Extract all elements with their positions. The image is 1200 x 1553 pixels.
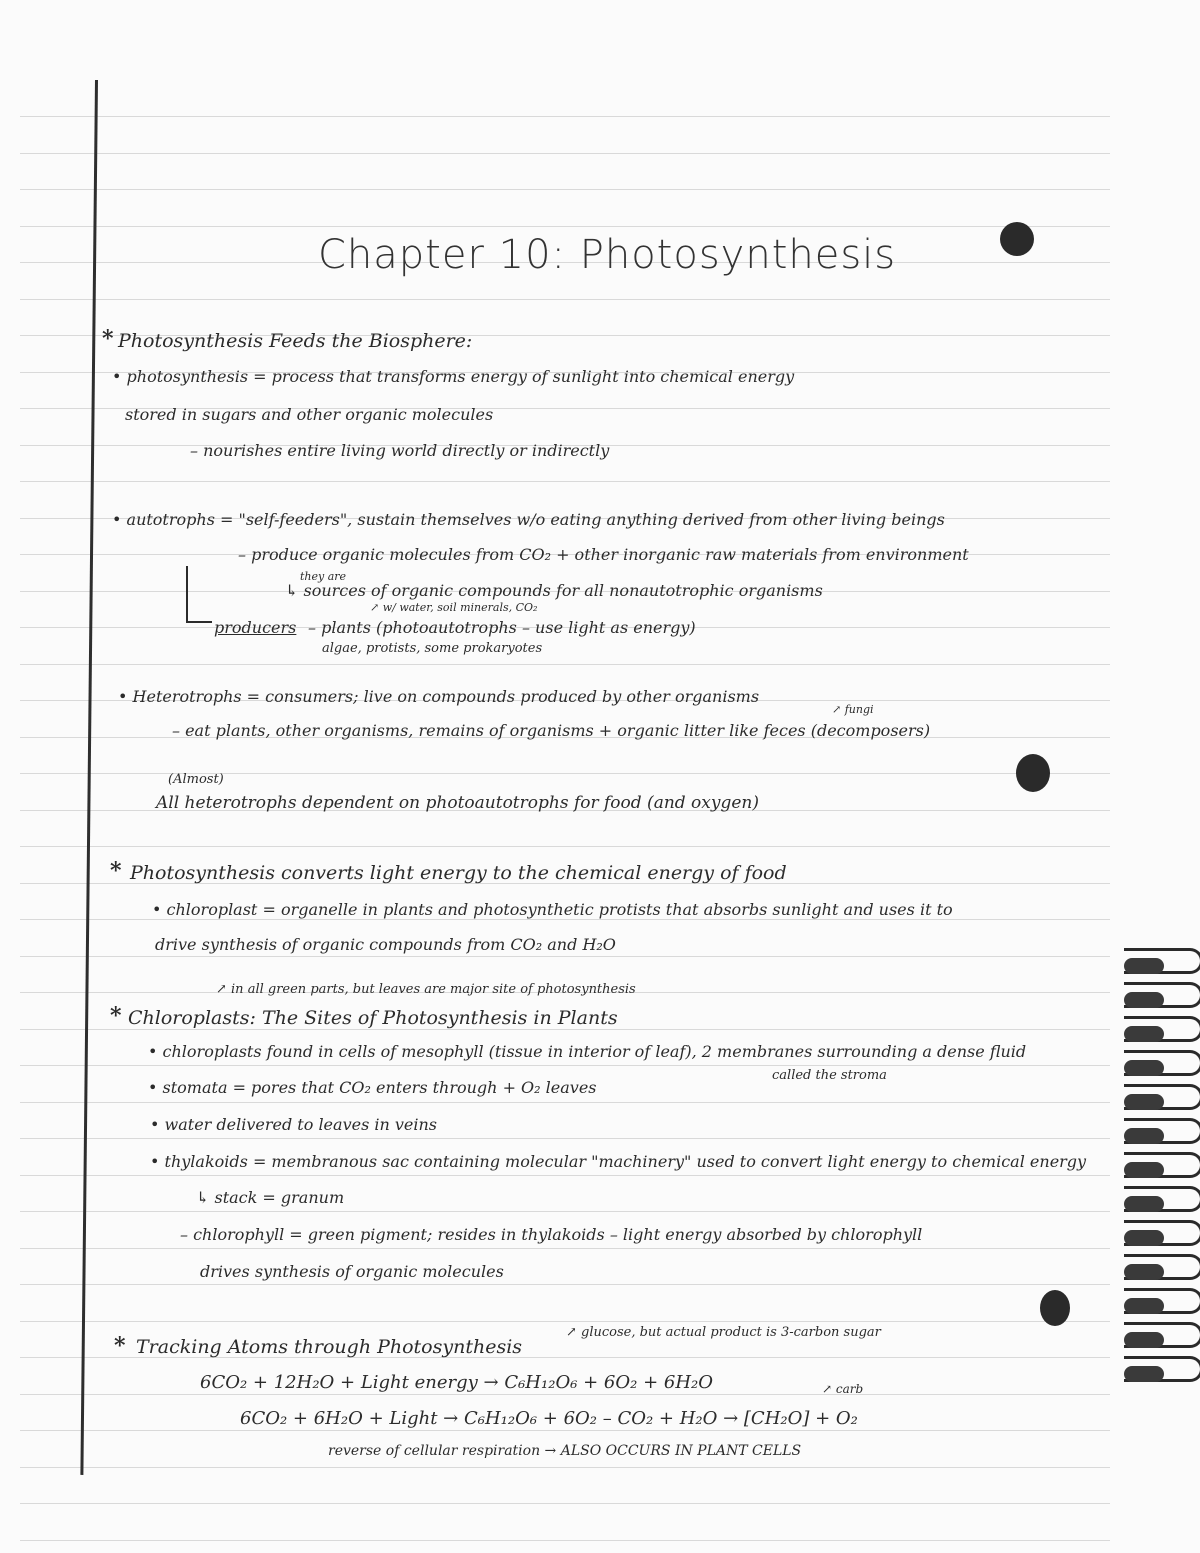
ruled-line bbox=[20, 664, 1110, 665]
spiral-coil-shadow bbox=[1124, 958, 1164, 974]
note-line: • water delivered to leaves in veins bbox=[150, 1115, 438, 1134]
equation: 6CO₂ + 6H₂O + Light → C₆H₁₂O₆ + 6O₂ – CO₂ + H₂O → [CH₂O] + O₂ bbox=[240, 1408, 858, 1429]
note-line: • stomata = pores that CO₂ enters through + O₂ leaves bbox=[148, 1078, 597, 1097]
page-title: Chapter 10: Photosynthesis bbox=[318, 232, 897, 278]
punch-hole bbox=[1040, 1290, 1070, 1326]
section-heading: Tracking Atoms through Photosynthesis bbox=[136, 1336, 523, 1358]
section-heading: Photosynthesis converts light energy to the chemical energy of food bbox=[130, 862, 787, 884]
section-heading: Photosynthesis Feeds the Biosphere: bbox=[118, 330, 473, 352]
annotation: (Almost) bbox=[168, 772, 224, 787]
note-line: • thylakoids = membranous sac containing molecular "machinery" used to convert light energy to chemical energy bbox=[150, 1152, 1087, 1171]
spiral-coil-shadow bbox=[1124, 1332, 1164, 1348]
annotation: ↗ w/ water, soil minerals, CO₂ bbox=[370, 601, 538, 614]
note-line: – eat plants, other organisms, remains of organisms + organic litter like feces (decomposers) bbox=[172, 721, 931, 740]
ruled-line bbox=[20, 1029, 1110, 1030]
spiral-coil-shadow bbox=[1124, 1094, 1164, 1110]
annotation: they are bbox=[300, 570, 347, 583]
spiral-coil-shadow bbox=[1124, 1196, 1164, 1212]
note-line: – plants (photoautotrophs – use light as energy) bbox=[308, 618, 696, 637]
note-line: • Heterotrophs = consumers; live on compounds produced by other organisms bbox=[118, 687, 760, 706]
star-icon: * bbox=[102, 326, 114, 352]
note-line: stored in sugars and other organic molecules bbox=[125, 405, 494, 424]
ruled-line bbox=[20, 481, 1110, 482]
star-icon: * bbox=[110, 858, 122, 884]
star-icon: * bbox=[114, 1333, 126, 1359]
ruled-line bbox=[20, 116, 1110, 117]
ruled-line bbox=[20, 1248, 1110, 1249]
ruled-line bbox=[20, 299, 1110, 300]
note-line: ↳ sources of organic compounds for all nonautotrophic organisms bbox=[285, 581, 823, 600]
note-line: • chloroplasts found in cells of mesophyll (tissue in interior of leaf), 2 membranes surrounding a dense fluid bbox=[148, 1042, 1027, 1061]
note-line: ↳ stack = granum bbox=[196, 1188, 345, 1207]
spiral-coil-shadow bbox=[1124, 992, 1164, 1008]
spiral-coil-shadow bbox=[1124, 1162, 1164, 1178]
ruled-line bbox=[20, 1102, 1110, 1103]
ruled-line bbox=[20, 1430, 1110, 1431]
note-line: All heterotrophs dependent on photoautotrophs for food (and oxygen) bbox=[156, 793, 760, 813]
section-heading: Chloroplasts: The Sites of Photosynthesis in Plants bbox=[128, 1007, 618, 1029]
annotation: ↗ glucose, but actual product is 3-carbon sugar bbox=[566, 1325, 881, 1340]
ruled-line bbox=[20, 189, 1110, 190]
ruled-line bbox=[20, 1175, 1110, 1176]
ruled-line bbox=[20, 1284, 1110, 1285]
spiral-coil-shadow bbox=[1124, 1060, 1164, 1076]
equation: 6CO₂ + 12H₂O + Light energy → C₆H₁₂O₆ + 6O₂ + 6H₂O bbox=[200, 1372, 714, 1393]
ruled-line bbox=[20, 1211, 1110, 1212]
spiral-coil-shadow bbox=[1124, 1264, 1164, 1280]
spiral-coil-shadow bbox=[1124, 1298, 1164, 1314]
ruled-line bbox=[20, 226, 1110, 227]
spiral-coil-shadow bbox=[1124, 1230, 1164, 1246]
bracket-arrow bbox=[186, 566, 188, 622]
ruled-line bbox=[20, 153, 1110, 154]
ruled-line bbox=[20, 846, 1110, 847]
note-line: algae, protists, some prokaryotes bbox=[322, 641, 543, 656]
spiral-coil-shadow bbox=[1124, 1366, 1164, 1382]
bracket-arrow bbox=[186, 621, 212, 623]
spiral-coil-shadow bbox=[1124, 1128, 1164, 1144]
ruled-line bbox=[20, 1138, 1110, 1139]
annotation: ↗ fungi bbox=[832, 703, 874, 716]
ruled-line bbox=[20, 1503, 1110, 1504]
ruled-line bbox=[20, 1394, 1110, 1395]
note-line: – chlorophyll = green pigment; resides in thylakoids – light energy absorbed by chlorophyll bbox=[180, 1225, 923, 1244]
star-icon: * bbox=[110, 1003, 122, 1029]
ruled-line bbox=[20, 919, 1110, 920]
ruled-line bbox=[20, 956, 1110, 957]
spiral-coil-shadow bbox=[1124, 1026, 1164, 1042]
punch-hole bbox=[1000, 222, 1034, 256]
note-line: reverse of cellular respiration → ALSO OCCURS IN PLANT CELLS bbox=[328, 1443, 802, 1459]
ruled-line bbox=[20, 1321, 1110, 1322]
margin-line bbox=[80, 80, 98, 1475]
term-producers: producers bbox=[214, 618, 297, 637]
ruled-line bbox=[20, 1467, 1110, 1468]
note-line: • chloroplast = organelle in plants and photosynthetic protists that absorbs sunlight and uses it to bbox=[152, 900, 953, 919]
annotation: called the stroma bbox=[772, 1068, 887, 1083]
note-line: – nourishes entire living world directly or indirectly bbox=[190, 441, 610, 460]
annotation: ↗ in all green parts, but leaves are major site of photosynthesis bbox=[216, 982, 636, 997]
note-line: • autotrophs = "self-feeders", sustain themselves w/o eating anything derived from other living beings bbox=[112, 510, 945, 529]
annotation: ↗ carb bbox=[822, 1382, 864, 1396]
note-line: – produce organic molecules from CO₂ + other inorganic raw materials from environment bbox=[238, 545, 969, 564]
note-line: • photosynthesis = process that transforms energy of sunlight into chemical energy bbox=[112, 367, 795, 386]
ruled-line bbox=[20, 1065, 1110, 1066]
note-line: drives synthesis of organic molecules bbox=[200, 1262, 504, 1281]
punch-hole bbox=[1016, 754, 1050, 792]
note-line: drive synthesis of organic compounds from CO₂ and H₂O bbox=[155, 935, 616, 954]
ruled-line bbox=[20, 1540, 1110, 1541]
